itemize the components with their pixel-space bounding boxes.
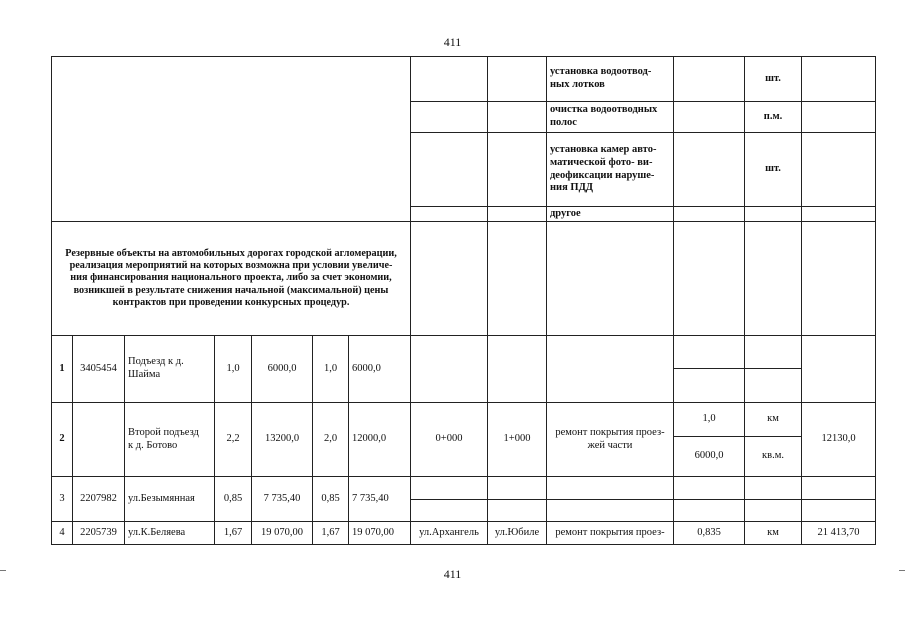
length-2: 0,85 [313,477,349,522]
volume: 1,0 [674,403,745,437]
road-code: 2207982 [73,477,125,522]
unit: км [745,522,802,545]
cost: 13200,0 [252,403,313,477]
table-row [52,477,876,500]
cost: 19 070,00 [252,522,313,545]
end-km: 1+000 [488,403,547,477]
edge-mark-left [0,570,6,571]
section-row [52,222,876,336]
unit: км [745,403,802,437]
total: 12130,0 [802,403,876,477]
road-name: Подъезд к д. Шайма [125,336,215,403]
cost-2: 7 735,40 [349,477,411,522]
volume: 6000,0 [674,437,745,477]
road-code: 3405454 [73,336,125,403]
cost-2: 6000,0 [349,336,411,403]
row-number: 4 [52,522,73,545]
work-type: другое [547,207,674,222]
unit: шт. [745,57,802,102]
work-type: установка камер авто- матической фото- ви- деофиксации наруше- ния ПДД [547,133,674,207]
row-number: 1 [52,336,73,403]
cost: 7 735,40 [252,477,313,522]
edge-mark-right [899,570,905,571]
work-type: установка водоотвод- ных лотков [547,57,674,102]
road-name: Второй подъезд к д. Ботово [125,403,215,477]
table-row [52,336,876,369]
cost-2: 19 070,00 [349,522,411,545]
cost-2: 12000,0 [349,403,411,477]
length-2: 1,67 [313,522,349,545]
cost: 6000,0 [252,336,313,403]
length: 2,2 [215,403,252,477]
length: 0,85 [215,477,252,522]
work-type: ремонт покрытия проез- жей части [547,403,674,477]
unit: шт. [745,133,802,207]
length: 1,67 [215,522,252,545]
road-name: ул.Безымянная [125,477,215,522]
unit: п.м. [745,102,802,133]
end-km: ул.Юбиле [488,522,547,545]
table-row [52,522,876,545]
volume: 0,835 [674,522,745,545]
length-2: 1,0 [313,336,349,403]
total: 21 413,70 [802,522,876,545]
row-number: 3 [52,477,73,522]
length: 1,0 [215,336,252,403]
page-number-bottom: 411 [443,567,462,581]
unit: кв.м. [745,437,802,477]
road-code [73,403,125,477]
page-number-top: 411 [443,35,462,49]
length-2: 2,0 [313,403,349,477]
start-km: 0+000 [411,403,488,477]
table-row [52,57,876,102]
road-works-table [51,56,876,545]
table-row [52,403,876,437]
start-km: ул.Архангель [411,522,488,545]
road-code: 2205739 [73,522,125,545]
row-number: 2 [52,403,73,477]
blank-cell [52,57,411,222]
work-type: ремонт покрытия проез- [547,522,674,545]
reserve-heading: Резервные объекты на автомобильных дорогах городской агломерации, реализация мероприятий на которых возможна при условии увеличе- ния финансирования национального проекта, либо за счет экономии, возникшей в результате снижения начальной (максимальной) цены контрактов при проведении конкурсных процедур. [52,222,411,336]
road-name: ул.К.Беляева [125,522,215,545]
work-type: очистка водоотводных полос [547,102,674,133]
